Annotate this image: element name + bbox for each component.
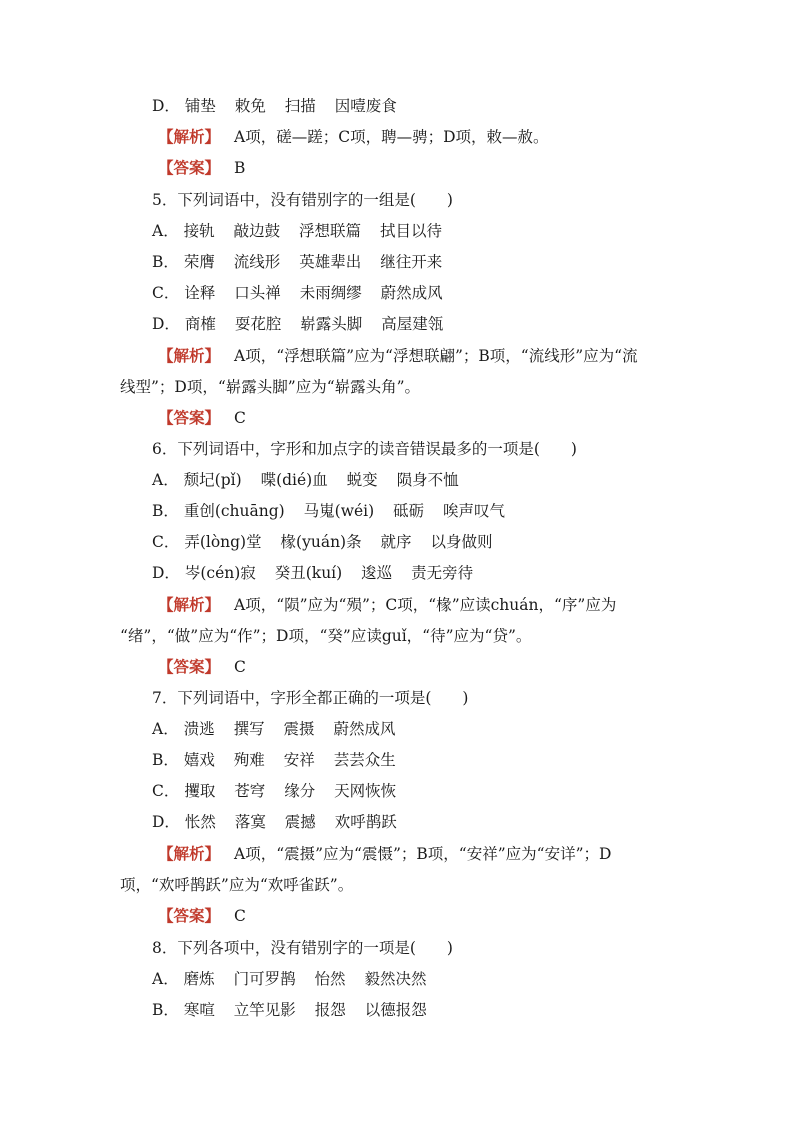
analysis-tag: 【解析】 — [158, 844, 221, 863]
option-word: 蔚然成风 — [380, 284, 443, 302]
option-word: 马嵬(wéi) — [303, 502, 375, 520]
option-label: C． — [152, 782, 180, 800]
q8-option-a — [152, 968, 441, 990]
option-word: 弄(lòng)堂 — [184, 533, 262, 551]
option-word: 殉难 — [233, 751, 265, 769]
option-word: 耍花腔 — [234, 315, 282, 333]
option-word: 逡巡 — [361, 564, 393, 582]
option-word: 苍穹 — [234, 782, 266, 800]
q5-stem: 5．下列词语中，没有错别字的一组是( ) — [152, 191, 453, 209]
answer-tag: 【答案】 — [158, 158, 221, 177]
option-word: 拭目以待 — [380, 222, 443, 240]
option-label: A． — [152, 970, 179, 988]
answer-text: B — [234, 159, 246, 177]
option-word: 就序 — [380, 533, 412, 551]
q6-option-d — [152, 562, 487, 584]
q4-analysis — [158, 126, 549, 148]
option-word: 天网恢恢 — [334, 782, 397, 800]
option-word: 砥砺 — [393, 502, 425, 520]
option-word: 敕免 — [234, 97, 266, 115]
option-label: B． — [152, 1001, 179, 1019]
q8-stem: 8．下列各项中，没有错别字的一项是( ) — [152, 939, 453, 957]
option-word: 以身做则 — [430, 533, 493, 551]
q6-answer — [158, 656, 246, 678]
q8-option-b — [152, 999, 441, 1021]
option-word: 继往开来 — [380, 253, 443, 271]
q5-option-c — [152, 282, 457, 304]
q5-option-a — [152, 220, 456, 242]
answer-text: C — [234, 409, 246, 427]
option-word: 毅然决然 — [364, 970, 427, 988]
option-label: C． — [152, 284, 180, 302]
option-word: 未雨绸缪 — [299, 284, 362, 302]
option-word: 落寞 — [234, 813, 266, 831]
analysis-text: A项，磋—蹉；C项，聘—骋；D项，敕—赦。 — [234, 128, 549, 146]
q6-option-a — [152, 469, 473, 491]
option-word: 口头禅 — [234, 284, 281, 302]
option-label: D． — [152, 813, 180, 831]
analysis-text: A项，“震摄”应为“震慑”；B项，“安祥”应为“安详”；D — [234, 845, 612, 863]
option-word: 震撼 — [284, 813, 316, 831]
option-word: 敲边鼓 — [233, 222, 281, 240]
q5-analysis — [158, 345, 638, 367]
option-word: 撰写 — [233, 720, 265, 738]
analysis-text: A项，“浮想联篇”应为“浮想联翩”；B项，“流线形”应为“流 — [234, 347, 638, 365]
q4-option-d — [152, 95, 411, 117]
answer-tag: 【答案】 — [158, 906, 221, 925]
q6-option-b — [152, 500, 519, 522]
q7-analysis — [158, 843, 611, 865]
option-word: 责无旁待 — [411, 564, 474, 582]
option-word: 铺垫 — [184, 97, 216, 115]
option-word: 欢呼鹊跃 — [334, 813, 397, 831]
option-label: D． — [152, 97, 180, 115]
q7-stem: 7．下列词语中，字形全都正确的一项是( ) — [152, 689, 469, 707]
option-word: 怡然 — [314, 970, 346, 988]
q7-option-c — [152, 780, 410, 802]
option-word: 岑(cén)寂 — [184, 564, 256, 582]
option-label: B． — [152, 253, 179, 271]
answer-text: C — [234, 658, 246, 676]
option-word: 诠释 — [184, 284, 216, 302]
option-label: A． — [152, 222, 179, 240]
option-word: 高屋建瓴 — [381, 315, 444, 333]
option-word: 喋(dié)血 — [260, 471, 328, 489]
option-word: 溃逃 — [183, 720, 215, 738]
option-word: 以德报怨 — [364, 1001, 427, 1019]
analysis-text: A项，“陨”应为“殒”；C项，“椽”应读chuán，“序”应为 — [234, 596, 617, 614]
q6-analysis-continued: “绪”，“做”应为“作”；D项，“癸”应读guǐ，“待”应为“贷”。 — [120, 627, 532, 645]
option-word: 浮想联篇 — [299, 222, 362, 240]
option-word: 报怨 — [314, 1001, 346, 1019]
option-word: 颓圮(pǐ) — [183, 471, 242, 489]
option-word: 震摄 — [283, 720, 315, 738]
option-word: 崭露头脚 — [300, 315, 363, 333]
option-word: 接轨 — [183, 222, 215, 240]
q4-answer — [158, 157, 245, 179]
q6-analysis — [158, 594, 616, 616]
option-word: 寒喧 — [183, 1001, 215, 1019]
option-label: B． — [152, 502, 179, 520]
q6-stem: 6．下列词语中，字形和加点字的读音错误最多的一项是( ) — [152, 440, 577, 458]
option-word: 嬉戏 — [183, 751, 215, 769]
option-label: A． — [152, 720, 179, 738]
option-word: 安祥 — [283, 751, 315, 769]
analysis-tag: 【解析】 — [158, 595, 221, 614]
option-word: 蜕变 — [346, 471, 378, 489]
q5-answer — [158, 407, 246, 429]
option-word: 癸丑(kuí) — [274, 564, 343, 582]
analysis-tag: 【解析】 — [158, 346, 221, 365]
answer-tag: 【答案】 — [158, 408, 221, 427]
option-word: 商榷 — [184, 315, 216, 333]
option-word: 门可罗鹊 — [233, 970, 296, 988]
q6-option-c — [152, 531, 507, 553]
option-word: 攫取 — [184, 782, 216, 800]
q7-answer — [158, 905, 246, 927]
option-word: 流线形 — [233, 253, 281, 271]
option-word: 荣膺 — [183, 253, 215, 271]
option-word: 磨炼 — [183, 970, 215, 988]
option-label: D． — [152, 315, 180, 333]
option-word: 陨身不恤 — [396, 471, 459, 489]
option-word: 椽(yuán)条 — [280, 533, 362, 551]
option-word: 立竿见影 — [233, 1001, 296, 1019]
q7-option-a — [152, 718, 410, 740]
q5-option-b — [152, 251, 456, 273]
option-word: 唉声叹气 — [443, 502, 506, 520]
answer-tag: 【答案】 — [158, 657, 221, 676]
option-word: 重创(chuāng) — [183, 502, 285, 520]
option-word: 缘分 — [284, 782, 316, 800]
q7-analysis-continued: 项，“欢呼鹊跃”应为“欢呼雀跃”。 — [120, 876, 354, 894]
option-label: A． — [152, 471, 179, 489]
option-word: 英雄辈出 — [299, 253, 362, 271]
option-label: B． — [152, 751, 179, 769]
option-word: 怅然 — [184, 813, 216, 831]
q5-option-d — [152, 313, 457, 335]
option-word: 蔚然成风 — [333, 720, 396, 738]
option-word: 芸芸众生 — [333, 751, 396, 769]
option-word: 扫描 — [284, 97, 316, 115]
analysis-tag: 【解析】 — [158, 127, 221, 146]
q7-option-d — [152, 811, 411, 833]
option-label: C． — [152, 533, 180, 551]
option-label: D． — [152, 564, 180, 582]
answer-text: C — [234, 907, 246, 925]
q7-option-b — [152, 749, 410, 771]
option-word: 因噎废食 — [334, 97, 397, 115]
q5-analysis-continued: 线型”；D项，“崭露头脚”应为“崭露头角”。 — [120, 378, 421, 396]
